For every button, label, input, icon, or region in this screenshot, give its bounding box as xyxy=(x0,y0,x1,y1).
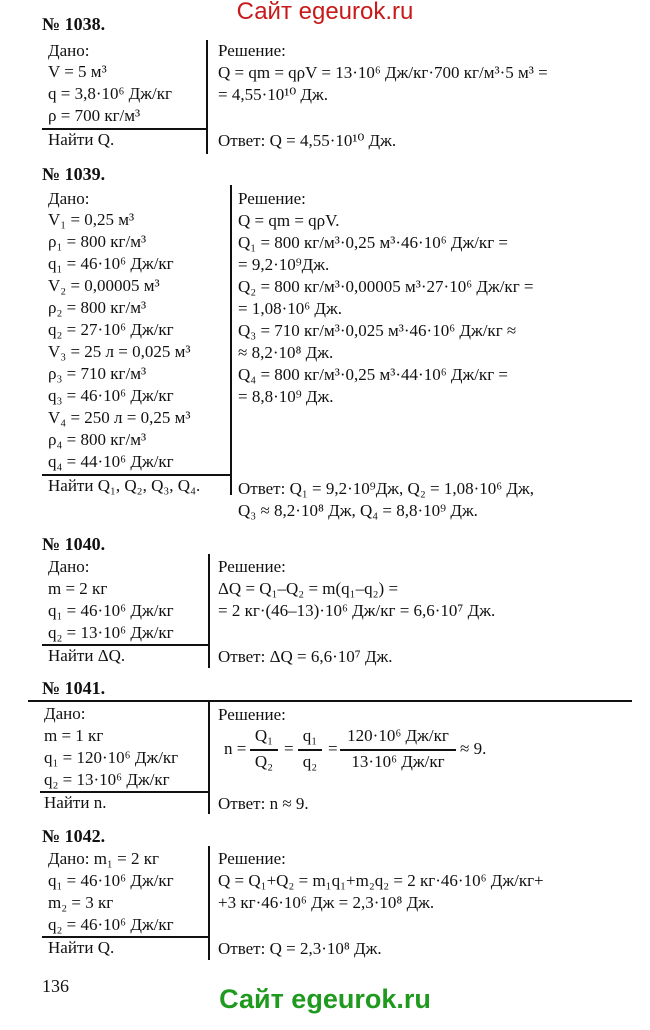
solution-line: Q = qm = qρV = 13·10⁶ Дж/кг·700 кг/м³·5 м³ = xyxy=(218,63,548,82)
fraction-denominator: 13·10⁶ Дж/кг xyxy=(351,752,445,771)
section-rule xyxy=(28,700,632,702)
answer-line: Ответ: Q₁ = 9,2·10⁹Дж, Q₂ = 1,08·10⁶ Дж, xyxy=(238,479,535,498)
solution-divider xyxy=(208,554,210,668)
find-label: Найти Q. xyxy=(48,938,115,957)
solution-title: Решение: xyxy=(218,849,286,868)
given-item: q₁ = 46·10⁶ Дж/кг xyxy=(48,254,174,273)
solution-divider xyxy=(208,700,210,814)
find-label: Найти n. xyxy=(44,793,107,812)
given-item: q₂ = 27·10⁶ Дж/кг xyxy=(48,320,174,339)
given-item: q₁ = 120·10⁶ Дж/кг xyxy=(44,748,179,767)
page-number: 136 xyxy=(42,976,69,996)
solution-divider xyxy=(206,40,208,154)
fraction-denominator: Q₂ xyxy=(254,752,274,771)
site-watermark-bottom: Сайт egeurok.ru xyxy=(219,984,431,1014)
given-title: Дано: m₁ = 2 кг xyxy=(48,849,159,868)
given-title: Дано: xyxy=(48,557,90,576)
given-item: q₃ = 46·10⁶ Дж/кг xyxy=(48,386,174,405)
solution-line: Q₁ = 800 кг/м³·0,25 м³·46·10⁶ Дж/кг = xyxy=(238,233,508,252)
solution-divider xyxy=(208,846,210,960)
given-item: q₄ = 44·10⁶ Дж/кг xyxy=(48,452,174,471)
formula-result: ≈ 9. xyxy=(460,739,487,758)
problem-number: № 1042. xyxy=(42,826,106,846)
fraction-numerator: Q₁ xyxy=(254,726,274,745)
fraction-bar xyxy=(298,749,322,751)
given-item: V₄ = 250 л = 0,25 м³ xyxy=(48,408,191,427)
given-item: q₁ = 46·10⁶ Дж/кг xyxy=(48,601,174,620)
problem-number: № 1041. xyxy=(42,678,106,698)
solution-line: = 4,55·10¹⁰ Дж. xyxy=(218,85,329,104)
given-item: V = 5 м³ xyxy=(48,62,107,81)
solution-title: Решение: xyxy=(218,557,286,576)
given-item: m = 2 кг xyxy=(48,579,108,598)
solution-line: ΔQ = Q₁–Q₂ = m(q₁–q₂) = xyxy=(218,579,399,598)
given-item: ρ₁ = 800 кг/м³ xyxy=(48,232,147,251)
find-label: Найти Q. xyxy=(48,130,115,149)
answer: Ответ: ΔQ = 6,6·10⁷ Дж. xyxy=(218,647,393,666)
given-item: q₂ = 13·10⁶ Дж/кг xyxy=(44,770,170,789)
given-item: ρ₂ = 800 кг/м³ xyxy=(48,298,147,317)
given-item: V₃ = 25 л = 0,025 м³ xyxy=(48,342,191,361)
given-item: ρ₄ = 800 кг/м³ xyxy=(48,430,147,449)
find-label: Найти Q₁, Q₂, Q₃, Q₄. xyxy=(48,476,201,495)
given-item: q₁ = 46·10⁶ Дж/кг xyxy=(48,871,174,890)
fraction-bar xyxy=(250,749,278,751)
given-item: q₂ = 13·10⁶ Дж/кг xyxy=(48,623,174,642)
given-item: m₂ = 3 кг xyxy=(48,893,114,912)
fraction-numerator: 120·10⁶ Дж/кг xyxy=(347,726,449,745)
answer: Ответ: Q = 2,3·10⁸ Дж. xyxy=(218,939,382,958)
given-item: V₂ = 0,00005 м³ xyxy=(48,276,160,295)
find-label: Найти ΔQ. xyxy=(48,646,126,665)
answer-line: Q₃ ≈ 8,2·10⁸ Дж, Q₄ = 8,8·10⁹ Дж. xyxy=(238,501,478,520)
given-item: ρ = 700 кг/м³ xyxy=(48,106,141,125)
equals-sign: = xyxy=(328,739,338,758)
solution-line: = 9,2·10⁹Дж. xyxy=(238,255,330,274)
given-title: Дано: xyxy=(44,704,86,723)
equals-sign: = xyxy=(284,739,294,758)
solution-line: Q₄ = 800 кг/м³·0,25 м³·44·10⁶ Дж/кг = xyxy=(238,365,508,384)
fraction-numerator: q₁ xyxy=(302,726,318,745)
fraction-denominator: q₂ xyxy=(302,752,318,771)
problem-number: № 1039. xyxy=(42,164,106,184)
given-title: Дано: xyxy=(48,41,90,60)
given-title: Дано: xyxy=(48,189,90,208)
fraction-bar xyxy=(340,749,456,751)
solution-title: Решение: xyxy=(218,705,286,724)
solution-line: Q₂ = 800 кг/м³·0,00005 м³·27·10⁶ Дж/кг = xyxy=(238,277,534,296)
solution-line: = 2 кг·(46–13)·10⁶ Дж/кг = 6,6·10⁷ Дж. xyxy=(218,601,496,620)
formula-lhs: n = xyxy=(224,739,247,758)
solution-line: Q₃ = 710 кг/м³·0,025 м³·46·10⁶ Дж/кг ≈ xyxy=(238,321,517,340)
answer: Ответ: n ≈ 9. xyxy=(218,794,309,813)
given-item: V₁ = 0,25 м³ xyxy=(48,210,135,229)
given-item: q₂ = 46·10⁶ Дж/кг xyxy=(48,915,174,934)
solution-line: Q = qm = qρV. xyxy=(238,211,340,230)
given-item: ρ₃ = 710 кг/м³ xyxy=(48,364,147,383)
solution-title: Решение: xyxy=(218,41,286,60)
solution-line: = 8,8·10⁹ Дж. xyxy=(238,387,334,406)
site-watermark-top: Сайт egeurok.ru xyxy=(236,0,414,25)
solution-line: +3 кг·46·10⁶ Дж = 2,3·10⁸ Дж. xyxy=(218,893,435,912)
problem-number: № 1040. xyxy=(42,534,106,554)
solution-line: = 1,08·10⁶ Дж. xyxy=(238,299,343,318)
solution-line: ≈ 8,2·10⁸ Дж. xyxy=(238,343,334,362)
solution-title: Решение: xyxy=(238,189,306,208)
given-item: q = 3,8·10⁶ Дж/кг xyxy=(48,84,172,103)
given-item: m = 1 кг xyxy=(44,726,104,745)
answer: Ответ: Q = 4,55·10¹⁰ Дж. xyxy=(218,131,397,150)
solution-divider xyxy=(230,185,232,495)
problem-number: № 1038. xyxy=(42,14,106,34)
solution-line: Q = Q₁+Q₂ = m₁q₁+m₂q₂ = 2 кг·46·10⁶ Дж/кг+ xyxy=(218,871,544,890)
